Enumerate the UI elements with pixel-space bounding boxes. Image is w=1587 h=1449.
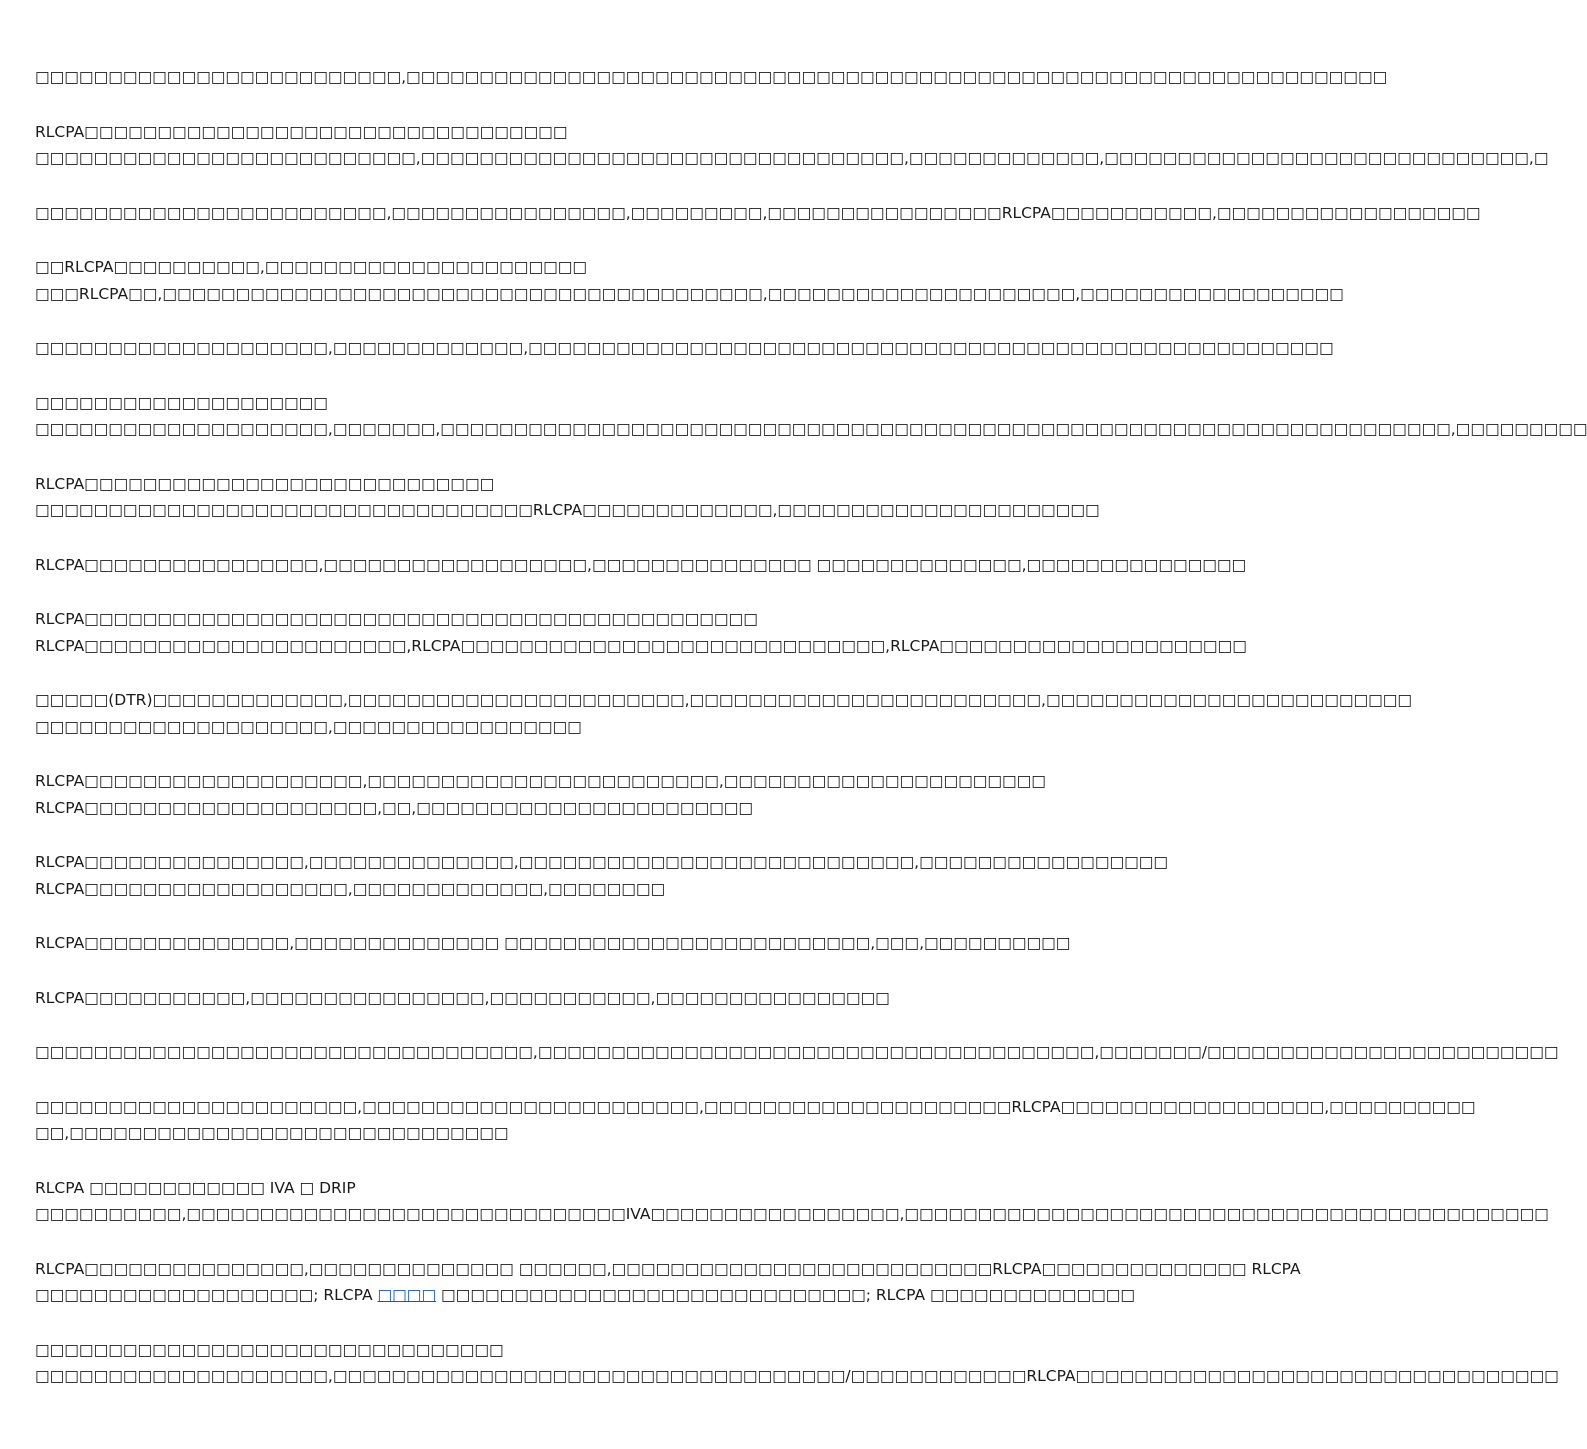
paragraph — [35, 119, 1549, 172]
paragraph — [35, 390, 1587, 443]
paragraph — [35, 471, 1100, 524]
paragraph — [35, 849, 1169, 902]
paragraph — [35, 930, 1071, 957]
text-line: RLCPA □□□□□□□□□□□□ IVA □ DRIP — [35, 1178, 356, 1197]
paragraph — [35, 1337, 1559, 1390]
paragraph — [35, 1256, 1301, 1309]
document-body — [35, 64, 1587, 1418]
text-line: RLCPA□□□□□□□□□□□□□□□□□□□□□□,RLCPA□□□□□□□□□□□□□□□□□□□□□□□□□□□□□,RLCPA□□□□□□□□□□□□□□□□□□□□□ — [35, 636, 1247, 655]
text-line: □□,□□□□□□□□□□□□□□□□□□□□□□□□□□□□□□ — [35, 1124, 509, 1142]
text-line: □□□□□□□□□□□□□□□□□□□□□□□□□,□□□□□□□□□□□□□□□□□□□□□□□□□□□□□□□□□□□□□□□□□□□□□□□□□□□□□□□□□□□□□□□□□□□ — [35, 68, 1388, 86]
text-line: RLCPA□□□□□□□□□□□□□□□,□□□□□□□□□□□□□□ □□□□□□,□□□□□□□□□□□□□□□□□□□□□□□□□□RLCPA□□□□□□□□□□□□□□ RLCPA — [35, 1259, 1301, 1278]
paragraph — [35, 200, 1481, 227]
paragraph — [35, 606, 1247, 659]
text-line: □□□□□(DTR)□□□□□□□□□□□□□,□□□□□□□□□□□□□□□□□□□□□□□,□□□□□□□□□□□□□□□□□□□□□□□□,□□□□□□□□□□□□□□□□□□□□□□□□□ — [35, 691, 1413, 709]
paragraph — [35, 687, 1413, 740]
text-line: □□□□□□□□□□□□□□□□□□□□,□□□□□□□,□□□□□□□□□□□□□□□□□□□□□□□□□□□□□□□□□□□□□□□□□□□□□□□□□□□□□□□□□□□□□□□□□□□□□,□□□□□□□□□ — [35, 420, 1587, 438]
text-line: □□□□□□□□□□,□□□□□□□□□□□□□□□□□□□□□□□□□□□□□□IVA□□□□□□□□□□□□□□□□□,□□□□□□□□□□□□□□□□□□□□□□□□□□□□□□□□□□□□□□□□□□□□ — [35, 1205, 1549, 1223]
text-line: □□RLCPA□□□□□□□□□□,□□□□□□□□□□□□□□□□□□□□□□ — [35, 258, 588, 276]
text-line: RLCPA□□□□□□□□□□□□□□□□□□□,□□□□□□□□□□□□□□□□□□□□□□□□,□□□□□□□□□□□□□□□□□□□□□□ — [35, 772, 1046, 790]
text-line: RLCPA□□□□□□□□□□□□□□□□,□□□□□□□□□□□□□□□□□□,□□□□□□□□□□□□□□□ □□□□□□□□□□□□□□,□□□□□□□□□□□□□□□ — [35, 555, 1247, 574]
paragraph — [35, 1094, 1476, 1147]
text-line: □□□□□□□□□□□□□□□□□□□□□□□□,□□□□□□□□□□□□□□□□,□□□□□□□□□,□□□□□□□□□□□□□□□□RLCPA□□□□□□□□□□□,□□□□□□□□□□□□□□□□□□ — [35, 203, 1481, 222]
paragraph — [35, 768, 1046, 821]
text-line: □□□□□□□□□□□□□□□□□□□□□□□□□□□□□□□□□□,□□□□□□□□□□□□□□□□□□□□□□□□□□□□□□□□□□□□□□,□□□□□□□/□□□□□□□□□□□□□□□□□□□□□□□□ — [35, 1043, 1559, 1061]
text-line: RLCPA□□□□□□□□□□□□□□□□□□,□□□□□□□□□□□□□,□□□□□□□□ — [35, 879, 666, 898]
paragraph — [35, 64, 1388, 91]
text-line: □□□□□□□□□□□□□□□□□□□□,□□□□□□□□□□□□□□□□□ — [35, 717, 582, 736]
text-line: RLCPA□□□□□□□□□□□□□□□□□□□□□□□□□□□□□□□□□□□□□□□□□□□□□□ — [35, 610, 758, 628]
text-line: □□□□□□□□□□□□□□□□□□□□□□□□□□□□□□□□□□RLCPA□□□□□□□□□□□□□,□□□□□□□□□□□□□□□□□□□□□□ — [35, 501, 1100, 519]
paragraph — [35, 254, 1344, 307]
paragraph — [35, 335, 1334, 362]
text-line: □□□□□□□□□□□□□□□□□□□□,□□□□□□□□□□□□□□□□□□□□□□□□□□□□□□□□□□□/□□□□□□□□□□□□RLCPA□□□□□□□□□□□□□□□□□□□□□□□□□□□□□□□□□ — [35, 1367, 1559, 1385]
paragraph — [35, 985, 990, 1012]
text-line: RLCPA□□□□□□□□□□□□□□□□□□□□□□□□□□□□ — [35, 474, 495, 493]
text-line: RLCPA□□□□□□□□□□□□□□□□□□□□,□□,□□□□□□□□□□□□□□□□□□□□□□□ — [35, 798, 754, 817]
text-line: □□□□□□□□□□□□□□□□□□□□ — [35, 393, 328, 412]
text-line: RLCPA□□□□□□□□□□□□□□□,□□□□□□□□□□□□□□,□□□□□□□□□□□□□□□□□□□□□□□□□□□,□□□□□□□□□□□□□□□□□ — [35, 853, 1169, 871]
text-line: □□□□□□□□□□□□□□□□□□□□□□□□□□,□□□□□□□□□□□□□□□□□□□□□□□□□□□□□□□□□,□□□□□□□□□□□□□,□□□□□□□□□□□□□□□□□□□□□□□□□□□□□,□ — [35, 149, 1549, 167]
text-segment: □□□□□□□□□□□□□□□□□□□; RLCPA — [35, 1286, 378, 1304]
text-line — [35, 1282, 1136, 1309]
text-line: RLCPA□□□□□□□□□□□,□□□□□□□□□□□□□□□□,□□□□□□□□□□□,□□□□□□□□□□□□□□□□ — [35, 988, 890, 1007]
text-line: RLCPA□□□□□□□□□□□□□□,□□□□□□□□□□□□□□ □□□□□□□□□□□□□□□□□□□□□□□□□,□□□,□□□□□□□□□□ — [35, 934, 1071, 952]
text-line: □□□RLCPA□□,□□□□□□□□□□□□□□□□□□□□□□□□□□□□□□□□□□□□□□□□□,□□□□□□□□□□□□□□□□□□□□□,□□□□□□□□□□□□□□□□□□ — [35, 284, 1344, 303]
text-line: □□□□□□□□□□□□□□□□□□□□□□,□□□□□□□□□□□□□□□□□□□□□□□,□□□□□□□□□□□□□□□□□□□□□RLCPA□□□□□□□□□□□□□□□□□□,□□□□□□□□□□ — [35, 1097, 1476, 1116]
inline-link[interactable]: □□□□ — [377, 1286, 437, 1304]
text-line: □□□□□□□□□□□□□□□□□□□□,□□□□□□□□□□□□□,□□□□□□□□□□□□□□□□□□□□□□□□□□□□□□□□□□□□□□□□□□□□□□□□□□□□□□□ — [35, 339, 1334, 357]
paragraph — [35, 1039, 1559, 1066]
paragraph — [35, 1175, 1549, 1228]
paragraph — [35, 552, 1247, 579]
text-line: RLCPA□□□□□□□□□□□□□□□□□□□□□□□□□□□□□□□□□ — [35, 122, 568, 141]
text-segment: □□□□□□□□□□□□□□□□□□□□□□□□□□□□□; RLCPA □□□□□□□□□□□□□□ — [436, 1286, 1136, 1304]
text-line: □□□□□□□□□□□□□□□□□□□□□□□□□□□□□□□□ — [35, 1340, 504, 1359]
